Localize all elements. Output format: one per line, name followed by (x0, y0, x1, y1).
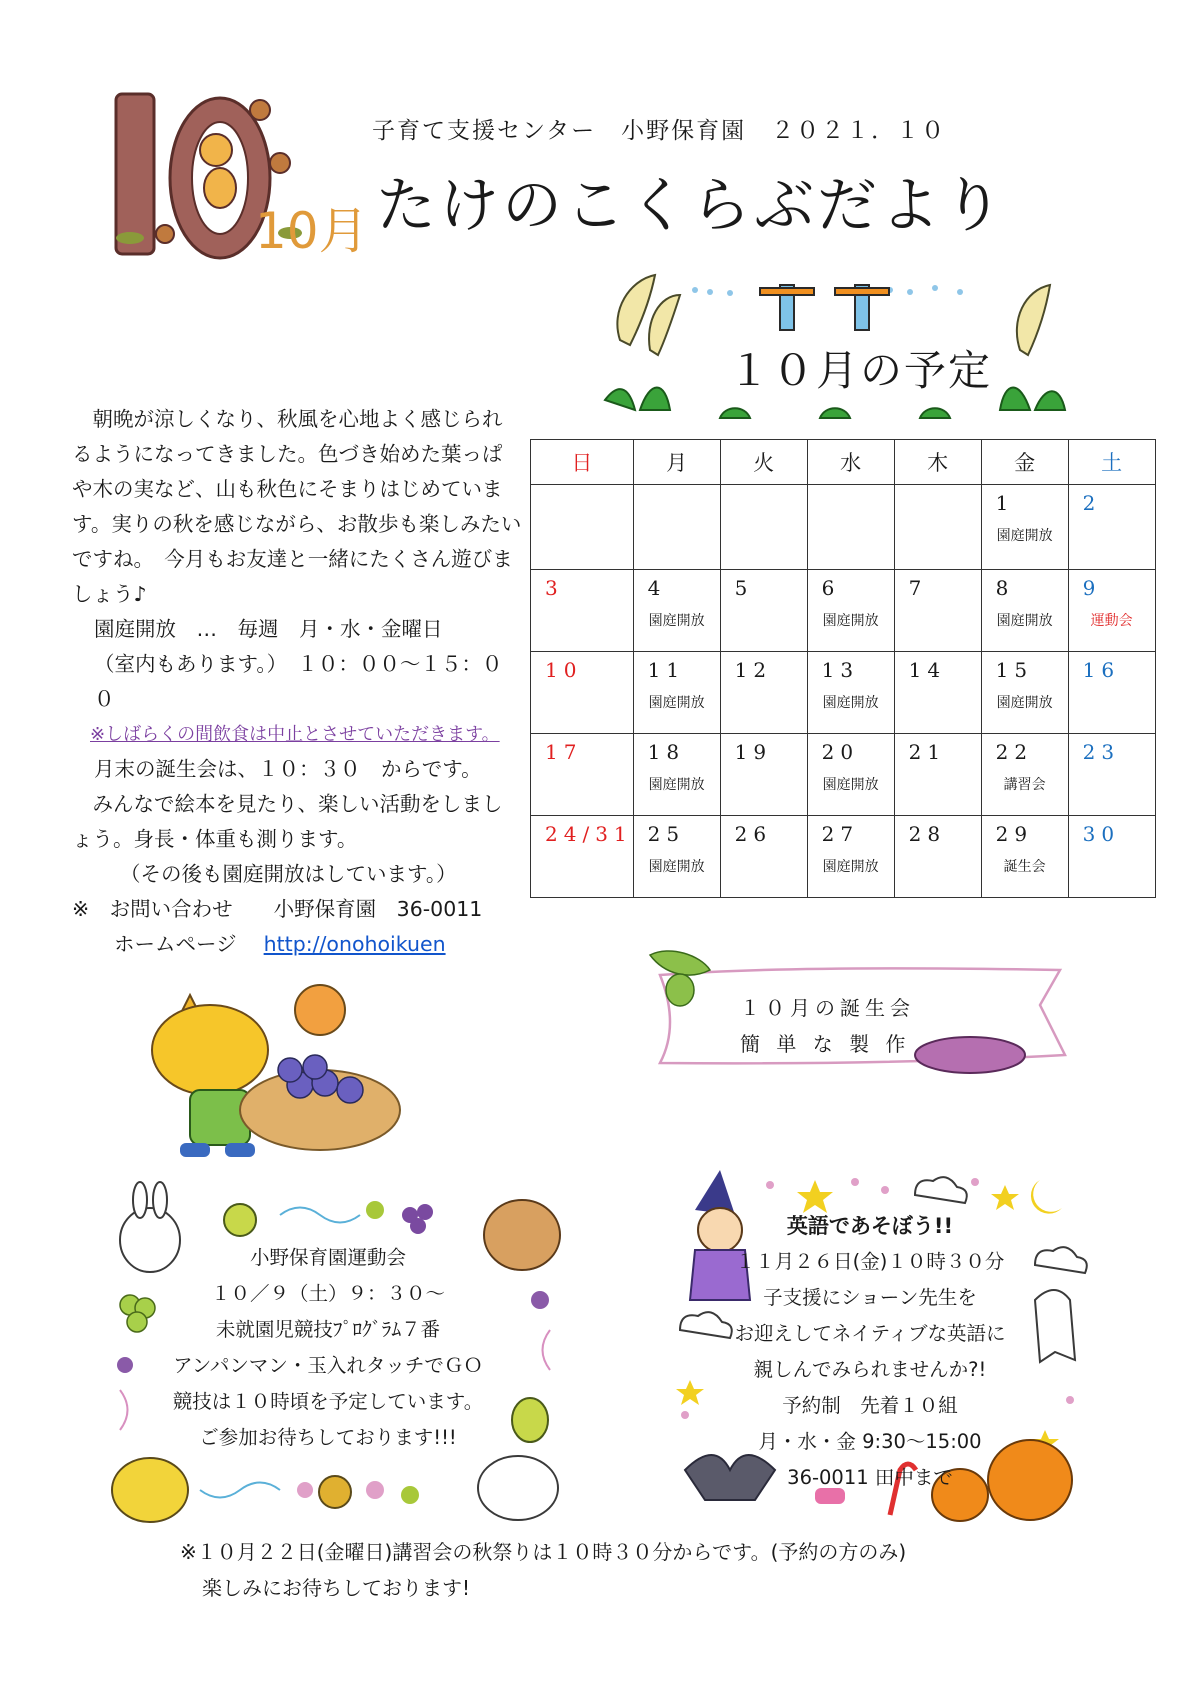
intro-section (72, 402, 522, 962)
calendar-day-cell (894, 485, 981, 570)
english-title: 英語であそぼう!! (786, 1214, 954, 1238)
calendar-day-event: 園庭開放 (822, 777, 879, 793)
calendar-day-number: 24/31 (545, 822, 633, 846)
contact-info: ※ お問い合わせ 小野保育園 36-0011 (72, 897, 483, 921)
calendar-day-cell (894, 652, 981, 734)
calendar-day-number: 27 (821, 822, 860, 846)
page-title: たけのこくらぶだより (376, 171, 1006, 241)
calendar-day-number: 21 (908, 740, 947, 764)
calendar-day-cell (981, 816, 1068, 898)
calendar-day-cell (807, 652, 894, 734)
footer-note (180, 1534, 906, 1606)
schedule-title: １０月の予定 (728, 346, 993, 395)
calendar-day-number: 19 (734, 740, 773, 764)
calendar-day-cell (1068, 734, 1155, 816)
homepage-label: ホームページ (114, 932, 237, 956)
calendar-day-cell (531, 652, 634, 734)
calendar-day-cell (633, 652, 720, 734)
october-calendar (530, 439, 1156, 898)
calendar-week-row (531, 734, 1156, 816)
calendar-week-row (531, 485, 1156, 570)
calendar-day-cell (633, 734, 720, 816)
calendar-day-number: 5 (734, 576, 754, 600)
calendar-day-cell (720, 485, 807, 570)
calendar-day-cell (807, 734, 894, 816)
weekday-tue: 火 (720, 440, 807, 485)
calendar-day-number: 29 (995, 822, 1034, 846)
calendar-day-number: 12 (734, 658, 773, 682)
logo-text: 10月 (255, 202, 369, 260)
calendar-day-cell (633, 485, 720, 570)
calendar-day-event: 園庭開放 (648, 695, 705, 711)
weekday-mon: 月 (633, 440, 720, 485)
sports-day-title: 小野保育園運動会 (249, 1246, 406, 1269)
sports-day-program: 未就園児競技ﾌﾟﾛｸﾞﾗﾑ７番 (215, 1318, 441, 1341)
calendar-day-event: 講習会 (1003, 777, 1046, 793)
calendar-day-cell (1068, 485, 1155, 570)
birthday-box-text (740, 990, 915, 1062)
calendar-day-number: 2 (1082, 491, 1102, 515)
open-garden-schedule: 園庭開放 … 毎週 月・水・金曜日 (94, 617, 443, 641)
calendar-day-number (808, 485, 894, 491)
october-logo-illustration (110, 88, 369, 268)
english-line5: 月・水・金 9:30～15:00 (758, 1430, 982, 1453)
calendar-day-event: 園庭開放 (822, 613, 879, 629)
calendar-day-cell (981, 734, 1068, 816)
calendar-day-cell (807, 816, 894, 898)
calendar-day-number: 18 (647, 740, 686, 764)
calendar-day-cell (531, 570, 634, 652)
calendar-day-number (895, 485, 981, 491)
calendar-day-cell (1068, 652, 1155, 734)
calendar-week-row (531, 570, 1156, 652)
birthday-box-line2: 簡 単 な 製 作 (740, 1032, 911, 1056)
calendar-day-number: 16 (1082, 658, 1121, 682)
weekday-fri: 金 (981, 440, 1068, 485)
calendar-day-event: 園庭開放 (648, 613, 705, 629)
calendar-day-event: 運動会 (1090, 613, 1133, 629)
footer-line1: ※１０月２２日(金曜日)講習会の秋祭りは１０時３０分からです。(予約の方のみ) (180, 1540, 907, 1564)
birthday-box-line1: １０月の誕生会 (740, 996, 915, 1020)
weekday-wed: 水 (807, 440, 894, 485)
calendar-day-number: 1 (995, 491, 1015, 515)
calendar-day-number: 28 (908, 822, 947, 846)
calendar-day-cell (807, 570, 894, 652)
food-notice: ※しばらくの間飲食は中止とさせていただきます。 (90, 724, 500, 745)
calendar-day-number: 4 (647, 576, 667, 600)
open-garden-hours: （室内もあります。） １０：００～１５：００ (94, 652, 503, 711)
english-line2: お迎えしてネイティブな英語に (734, 1322, 1006, 1345)
homepage-link[interactable]: http://onohoikuen (263, 932, 446, 956)
calendar-day-number (721, 485, 807, 491)
calendar-day-number: 10 (545, 658, 583, 682)
calendar-day-event: 園庭開放 (648, 859, 705, 875)
calendar-day-number: 25 (647, 822, 686, 846)
calendar-day-cell (531, 485, 634, 570)
homepage-line (72, 927, 522, 962)
calendar-day-cell (894, 570, 981, 652)
calendar-day-event: 園庭開放 (996, 695, 1053, 711)
english-event-notice (690, 1208, 1050, 1496)
calendar-day-number: 14 (908, 658, 947, 682)
calendar-day-cell (1068, 570, 1155, 652)
calendar-day-number: 13 (821, 658, 860, 682)
calendar-day-number: 20 (821, 740, 860, 764)
calendar-day-event: 園庭開放 (822, 695, 879, 711)
calendar-day-cell (531, 734, 634, 816)
intro-paragraph: 朝晩が涼しくなり、秋風を心地よく感じられるようになってきました。色づき始めた葉っぱや木の実など、山も秋色にそまりはじめています。実りの秋を感じながら、お散歩も楽しみたいですね。 今月もお友達と一緒にたくさん遊びましょう♪ (72, 407, 522, 606)
calendar-day-event: 園庭開放 (822, 859, 879, 875)
after-note: （その後も園庭開放はしています。） (120, 862, 457, 886)
birthday-activity: みんなで絵本を見たり、楽しい活動をしましょう。身長・体重も測ります。 (72, 792, 503, 851)
weekday-sat: 土 (1068, 440, 1155, 485)
calendar-day-number: 6 (821, 576, 841, 600)
calendar-day-cell (981, 652, 1068, 734)
calendar-day-cell (807, 485, 894, 570)
english-line6: 36-0011 田中まで (787, 1466, 953, 1489)
weekday-header-row (531, 440, 1156, 485)
calendar-day-event: 園庭開放 (996, 613, 1053, 629)
calendar-day-cell (633, 816, 720, 898)
calendar-day-cell (531, 816, 634, 898)
calendar-day-event: 園庭開放 (996, 528, 1053, 544)
calendar-day-number: 15 (995, 658, 1034, 682)
calendar-day-cell (720, 734, 807, 816)
calendar-day-number: 7 (908, 576, 928, 600)
calendar-day-cell (633, 570, 720, 652)
calendar-day-number: 22 (995, 740, 1034, 764)
english-line1: 子支援にショーン先生を (763, 1286, 977, 1309)
sports-day-date: １０／９（土）９：３０～ (210, 1282, 445, 1305)
calendar-day-event: 誕生会 (1003, 859, 1046, 875)
calendar-day-event: 園庭開放 (648, 777, 705, 793)
fox-squirrel-grapes-illustration (150, 975, 410, 1165)
calendar-week-row (531, 652, 1156, 734)
english-line4: 予約制 先着１０組 (782, 1394, 958, 1417)
calendar-day-cell (981, 570, 1068, 652)
calendar-day-cell (720, 816, 807, 898)
calendar-day-cell (1068, 816, 1155, 898)
sports-day-closing: ご参加お待ちしております!!! (199, 1426, 457, 1449)
calendar-day-number (531, 485, 633, 491)
calendar-day-number: 11 (647, 658, 686, 682)
calendar-day-number: 3 (545, 576, 564, 600)
calendar-week-row (531, 816, 1156, 898)
calendar-day-cell (894, 734, 981, 816)
weekday-sun: 日 (531, 440, 634, 485)
weekday-thu: 木 (894, 440, 981, 485)
calendar-day-cell (720, 570, 807, 652)
sports-day-time: 競技は１０時頃を予定しています。 (172, 1390, 484, 1413)
calendar-day-number: 26 (734, 822, 773, 846)
footer-line2: 楽しみにお待ちしております! (202, 1576, 471, 1600)
calendar-day-number: 9 (1082, 576, 1102, 600)
calendar-day-number: 8 (995, 576, 1015, 600)
header-subtitle: 子育て支援センター 小野保育園 ２０２１．１０ (372, 118, 947, 144)
english-line3: 親しんでみられませんか?! (753, 1358, 987, 1381)
sports-day-notice (168, 1240, 488, 1456)
english-date: １１月２６日(金)１０時３０分 (735, 1250, 1005, 1273)
calendar-day-cell (720, 652, 807, 734)
sports-day-event: アンパンマン・玉入れタッチでＧＯ (173, 1354, 483, 1377)
calendar-day-number: 23 (1082, 740, 1121, 764)
calendar-day-number: 17 (545, 740, 583, 764)
calendar-day-cell (981, 485, 1068, 570)
birthday-time: 月末の誕生会は、１０：３０ からです。 (94, 757, 482, 781)
calendar-day-number (634, 485, 720, 491)
calendar-day-number: 30 (1082, 822, 1121, 846)
calendar-day-cell (894, 816, 981, 898)
